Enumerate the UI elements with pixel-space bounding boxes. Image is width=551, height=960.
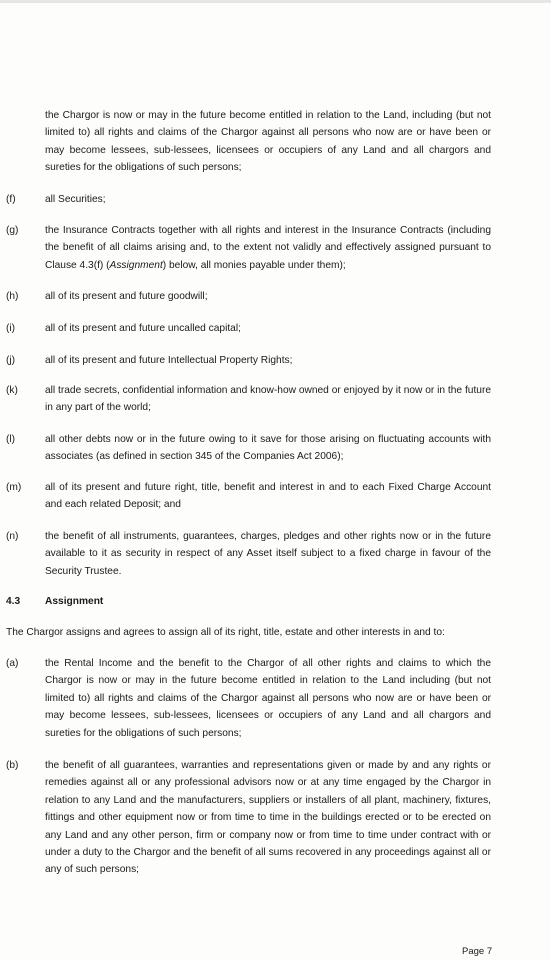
page-number: Page 7 bbox=[462, 946, 493, 957]
assign-text-b: the benefit of all guarantees, warranties and representations given or made by and any rights or remedies against all or any professional advisors now or at any time engaged by the Chargor in relation to any Land and the manufacturers, suppliers or installers of all plant, machinery, fixtures, fittings and other equipment now or from time to time in the buildings erected or to be erected on any Land and any other person, firm or company now or from time to time under contract with or under a duty to the Chargor and the benefit of all sums recovered in any proceedings against all or any of such persons; bbox=[45, 760, 491, 876]
clause-marker-g: (g) bbox=[6, 225, 19, 236]
clause-marker-f: (f) bbox=[6, 194, 16, 205]
assignment-intro: The Chargor assigns and agrees to assign all of its right, title, estate and other interests in and to: bbox=[6, 627, 445, 638]
section-heading: Assignment bbox=[45, 596, 104, 607]
clause-marker-h: (h) bbox=[6, 291, 19, 302]
clause-text-m: all of its present and future right, title, benefit and interest in and to each Fixed Charge Account and each related Deposit; and bbox=[45, 482, 491, 511]
assign-marker-b: (b) bbox=[6, 760, 19, 771]
clause-text-g-italic: Assignment bbox=[109, 259, 163, 271]
clause-marker-i: (i) bbox=[6, 323, 16, 334]
clause-text-g-after: ) below, all monies payable under them); bbox=[162, 259, 346, 271]
clause-text-n: the benefit of all instruments, guarantees, charges, pledges and other rights now or in the future available to it as security in respect of any Asset itself subject to a fixed charge in favour of the Security Trustee. bbox=[45, 531, 491, 577]
clause-text-f: all Securities; bbox=[45, 194, 106, 205]
clause-marker-j: (j) bbox=[6, 355, 16, 366]
page-top-edge bbox=[0, 0, 551, 3]
clause-marker-l: (l) bbox=[6, 434, 16, 445]
section-number: 4.3 bbox=[6, 596, 21, 607]
clause-text-g bbox=[45, 222, 491, 274]
clause-text-k: all trade secrets, confidential information and know-how owned or enjoyed by it now or in the future in any part of the world; bbox=[45, 385, 491, 414]
clause-marker-m: (m) bbox=[6, 482, 22, 493]
clause-text-i: all of its present and future uncalled capital; bbox=[45, 323, 241, 334]
clause-marker-k: (k) bbox=[6, 385, 18, 396]
assign-text-a: the Rental Income and the benefit to the Chargor of all other rights and claims to which the Chargor is now or may in the future become entitled in relation to the Land including (but not limited to) all rights and claims of the Chargor against all persons who now are or have been or may become lessees, sub-lessees, licensees or occupiers of any Land and all chargors and sureties for the obligations of such persons; bbox=[45, 658, 491, 739]
clause-text-l: all other debts now or in the future owing to it save for those arising on fluctuating accounts with associates (as defined in section 345 of the Companies Act 2006); bbox=[45, 434, 491, 463]
clause-text-h: all of its present and future goodwill; bbox=[45, 291, 208, 302]
assign-marker-a: (a) bbox=[6, 658, 19, 669]
clause-text-j: all of its present and future Intellectual Property Rights; bbox=[45, 355, 293, 366]
clause-text-g-before: the Insurance Contracts together with all rights and interest in the Insurance Contracts (including the benefit of all claims arising and, to the extent not validly and effectively assigned pursuant to Clause 4.3(f) ( bbox=[45, 225, 491, 271]
continuation-paragraph: the Chargor is now or may in the future become entitled in relation to the Land, including (but not limited to) all rights and claims of the Chargor against all persons who now are or have been or may become lessees, sub-lessees, licensees or occupiers of any Land and all chargors and sureties for the obligations of such persons; bbox=[45, 110, 491, 174]
clause-marker-n: (n) bbox=[6, 531, 19, 542]
